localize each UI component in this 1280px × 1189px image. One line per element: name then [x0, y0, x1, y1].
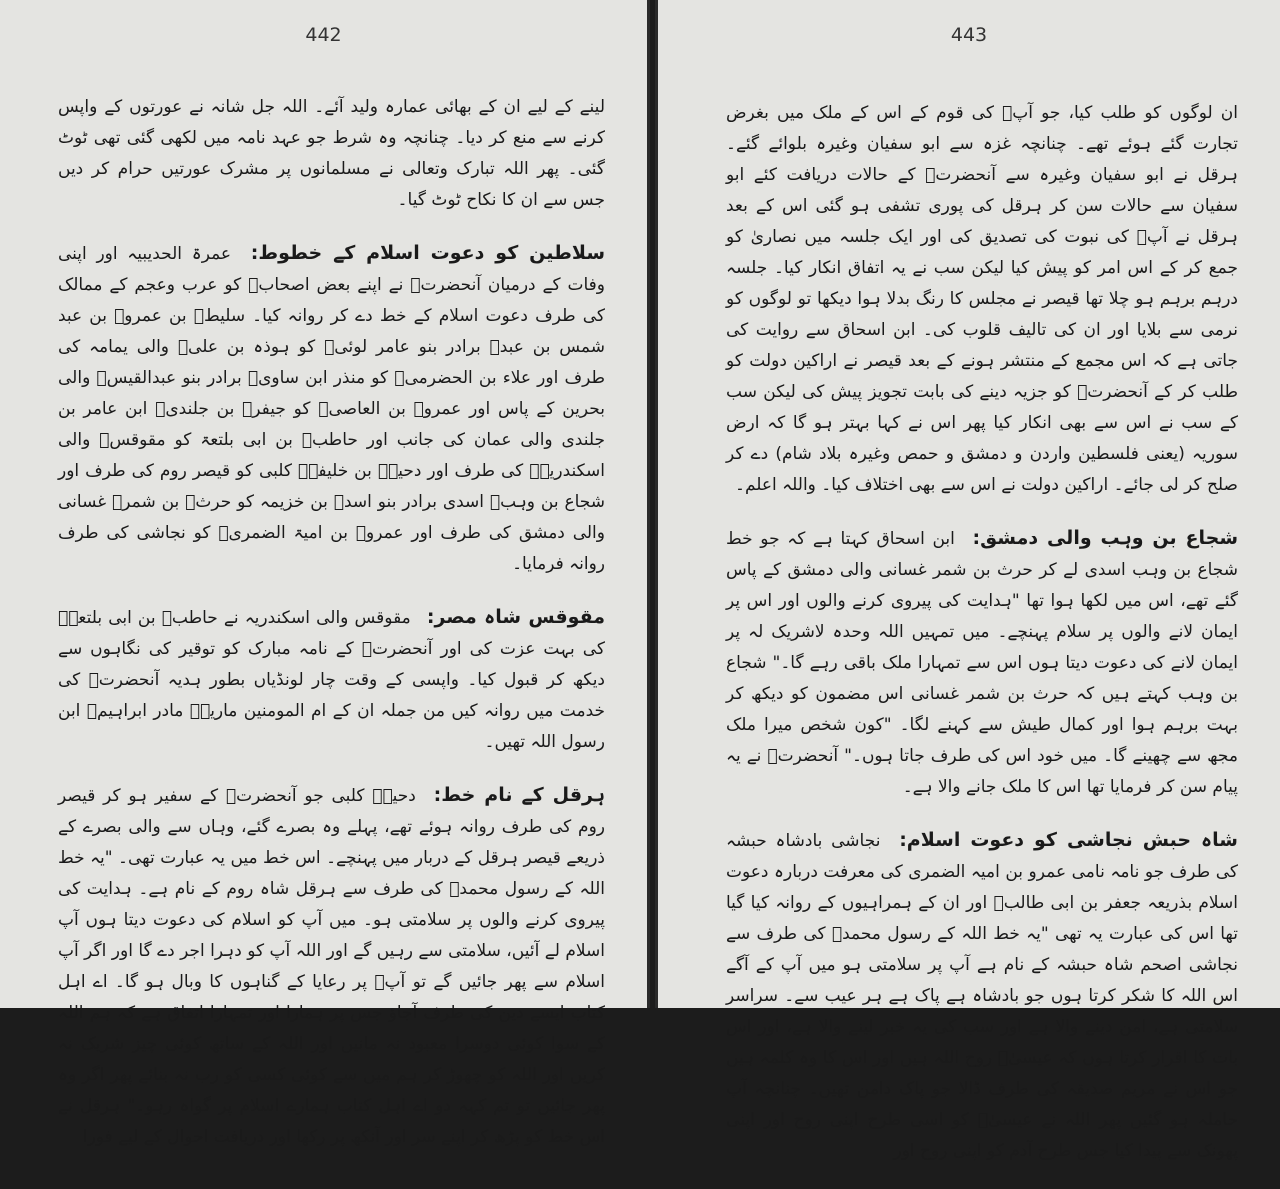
left-paragraph-1 — [58, 92, 605, 216]
paragraph-text: عمرۃ الحدیبیہ اور اپنی وفات کے درمیان آنحضرتؐ نے اپنے بعض اصحابؓ کو عرب وعجم کے ممالک کی طرف دعوت اسلام کے خط دے کر روانہ کیا۔ سلیطؓ بن عمروؓ بن عبد شمس بن عبدؓ برادر بنو عامر لوئیؓ کو ہوذہ بن علیؓ والی یمامہ کی طرف اور علاء بن الحضرمیؓ کو منذر ابن ساویؓ برادر بنو عبدالقیسؓ والی بحرین کے پاس اور عمروؓ بن العاصیؓ کو جیفرؓ بن جلندیؓ ابن عامر بن جلندی والی عمان کی جانب اور حاطبؓ بن ابی بلتعۃ کو مقوقسؓ والی اسکندریہؓ کی طرف اور دحیہؓ بن خلیفہؓ کلبی کو قیصر روم کی طرف اور شجاع بن وہبؓ اسدی برادر بنو اسدؓ بن خزیمہ کو حرثؓ بن شمرؓ غسانی والی دمشق کی طرف اور عمروؓ بن امیۃ الضمریؓ کو نجاشی کی طرف روانہ فرمایا۔ — [58, 244, 605, 574]
left-page — [0, 0, 650, 1147]
right-page-number: 443 — [950, 24, 988, 46]
paragraph-text: دحیہؓ کلبی جو آنحضرتؐ کے سفیر ہو کر قیصر روم کی طرف روانہ ہوئے تھے، پہلے وہ بصرے گئے، وہاں سے والی بصرے کے ذریعے قیصر ہرقل کے دربار میں پہنچے۔ اس خط میں یہ عبارت تھی۔ "یہ خط اللہ کے رسول محمدؐ کی طرف سے ہرقل شاہ روم کے نام ہے۔ ہدایت کی پیروی کرنے والوں پر سلامتی ہو۔ میں آپ کو اسلام کی دعوت دیتا ہوں آپ اسلام لے آئیں، سلامتی سے رہیں گے اور اللہ آپ کو دہرا اجر دے گا اور اگر آپ اسلام سے پھر جائیں گے تو آپؐ پر رعایا کے گناہوں کا وبال ہو گا۔ اے اہل کتاب ایسے دین کی طرف آجاؤ جس پر ہمارا اور تمہارا اتفاق ہے کہ ہم اللہ کے سوا کوئی دوسرا معبود نہ مانیں اور اللہ کے ساتھ کوئی چیز شریک نہ کریں اور اللہ کو چھوڑ کر ہم میں سے کوئی کسی کو رب نہ بنائے پھر اگر وہ پھر جائیں تو تم کہہ دو اے اہل کتاب ہمارے اسلام پر گواہ رہو۔" ہرقل نے اس خط کو پڑھ کر اپنے سر اور آنکھ پر رکھا اور دریافت احوال کے لیے فورا — [58, 786, 605, 1147]
left-paragraph-3 — [58, 602, 605, 758]
right-page — [655, 0, 1280, 1161]
right-paragraph-3 — [726, 825, 1238, 1167]
left-paragraph-4 — [58, 780, 605, 1153]
paragraph-text: مقوقس والی اسکندریہ نے حاطبؓ بن ابی بلتعۃؓ کی بہت عزت کی اور آنحضرتؐ کے نامہ مبارک کو توقیر کی نگاہوں سے دیکھ کر قبول کیا۔ واپسی کے وقت چار لونڈیاں بطور ہدیہ آنحضرتؐ کی خدمت میں روانہ کیں من جملہ ان کے ام المومنین ماریہؓ مادر ابراہیمؓ ابن رسول اللہ تھیں۔ — [58, 608, 605, 752]
right-paragraph-2 — [726, 523, 1238, 803]
section-heading: شاہ حبش نجاشی کو دعوت اسلام: — [899, 829, 1238, 851]
right-page-text — [726, 98, 1238, 1189]
paragraph-text: نجاشی بادشاہ حبشہ کی طرف جو نامہ نامی عمرو بن امیہ الضمری کی معرفت دربارہ دعوت اسلام بذریعہ جعفر بن ابی طالبؓ اور ان کے ہمراہیوں کے روانہ کیا گیا تھا اس کی عبارت یہ تھی "یہ خط اللہ کے رسول محمدؐ کی طرف سے نجاشی اصحم شاہ حبشہ کے نام ہے آپ پر سلامتی ہو میں آپ کے آگے اس اللہ کا شکر کرتا ہوں جو بادشاہ ہے پاک ہے ہر عیب سے۔ سراسر سلامتی ہے، امن دینے والا ہے اور سب کی یہ خبر لینے والا ہے، اور اس بات کا اقرار کرتا ہوں کہ عیسیٰؑ روح اللہ ہیں اور اس کا وہ کلمہ ہیں جو اس نے مریم صدیقہ کی طرف ڈالا جو پاک دامن تھیں۔ چنانچہ آپ حاملہ ہو گئیں پھر اللہ نے عیسیٰؑ کو اسی طرح اپنی روح اور اپنی پھونک سے پیدا کیا جس طرح آدم کو اپنی روح اور — [726, 831, 1238, 1161]
left-page-text — [58, 92, 605, 1175]
paragraph-text: ابن اسحاق کہتا ہے کہ جو خط شجاع بن وہب اسدی لے کر حرث بن شمر غسانی والی دمشق کے پاس گئے تھے، اس میں لکھا ہوا تھا "ہدایت کی پیروی کرنے والوں اور اس پر ایمان لانے والوں پر سلام پہنچے۔ میں تمہیں اللہ وحدہ لاشریک لہ پر ایمان لانے کی دعوت دیتا ہوں اس سے تمہارا ملک باقی رہے گا۔" شجاع بن وہب کہتے ہیں کہ حرث بن شمر غسانی اس مضمون کو دیکھ کر بہت برہم ہوا اور کمال طیش سے کہنے لگا۔ "کون شخص میرا ملک مجھ سے چھینے گا۔ میں خود اس کی طرف جاتا ہوں۔" آنحضرتؐ نے یہ پیام سن کر فرمایا تھا اس کا ملک جانے والا ہے۔ — [726, 529, 1238, 797]
section-heading: سلاطین کو دعوت اسلام کے خطوط: — [250, 242, 606, 264]
section-heading: شجاع بن وہب والی دمشق: — [972, 527, 1238, 549]
paragraph-text: لینے کے لیے ان کے بھائی عمارہ ولید آئے۔ اللہ جل شانہ نے عورتوں کے واپس کرنے سے منع کر دیا۔ چنانچہ وہ شرط جو عہد نامہ میں لکھی گئی تھی ٹوٹ گئی۔ پھر اللہ تبارک وتعالی نے مسلمانوں پر مشرک عورتیں حرام کر دیں جس سے ان کا نکاح ٹوٹ گیا۔ — [58, 97, 605, 210]
left-page-number: 442 — [305, 24, 342, 46]
section-heading: ہرقل کے نام خط: — [433, 784, 605, 806]
left-paragraph-2 — [58, 238, 605, 580]
right-paragraph-1 — [726, 98, 1238, 501]
section-heading: مقوقس شاہ مصر: — [426, 606, 606, 628]
paragraph-text: ان لوگوں کو طلب کیا، جو آپؐ کی قوم کے اس کے ملک میں بغرض تجارت گئے ہوئے تھے۔ چنانچہ غزہ سے ابو سفیان وغیرہ بلوائے گئے۔ ہرقل نے ابو سفیان وغیرہ سے آنحضرتؐ کے حالات دریافت کئے ابو سفیان سے حالات سن کر ہرقل کی پوری تشفی ہو گئی اس کے بعد ہرقل نے آپؐ کی نبوت کی تصدیق کی اور ایک جلسہ میں نصاریٰ کو جمع کر کے اس امر کو پیش کیا لیکن سب نے یہ اتفاق انکار کیا۔ جلسہ درہم برہم ہو چلا تھا قیصر نے مجلس کا رنگ بدلا ہوا دیکھا تو لوگوں کو نرمی سے بلایا اور ان کی تالیف قلوب کی۔ ابن اسحاق سے روایت کی جاتی ہے کہ اس مجمع کے منتشر ہونے کے بعد قیصر نے اراکین دولت کو طلب کر کے آنحضرتؐ کو جزیہ دینے کی بابت تجویز پیش کی لیکن سب کے سب نے اس سے بھی انکار کیا پھر اس نے کہا بہتر ہو گا کہ ارض سوریہ (یعنی فلسطین واردن و دمشق و حمص وغیرہ بلاد شام) دے کر صلح کر لی جائے۔ اراکین دولت نے اس سے بھی اختلاف کیا۔ واللہ اعلم۔ — [726, 103, 1238, 495]
